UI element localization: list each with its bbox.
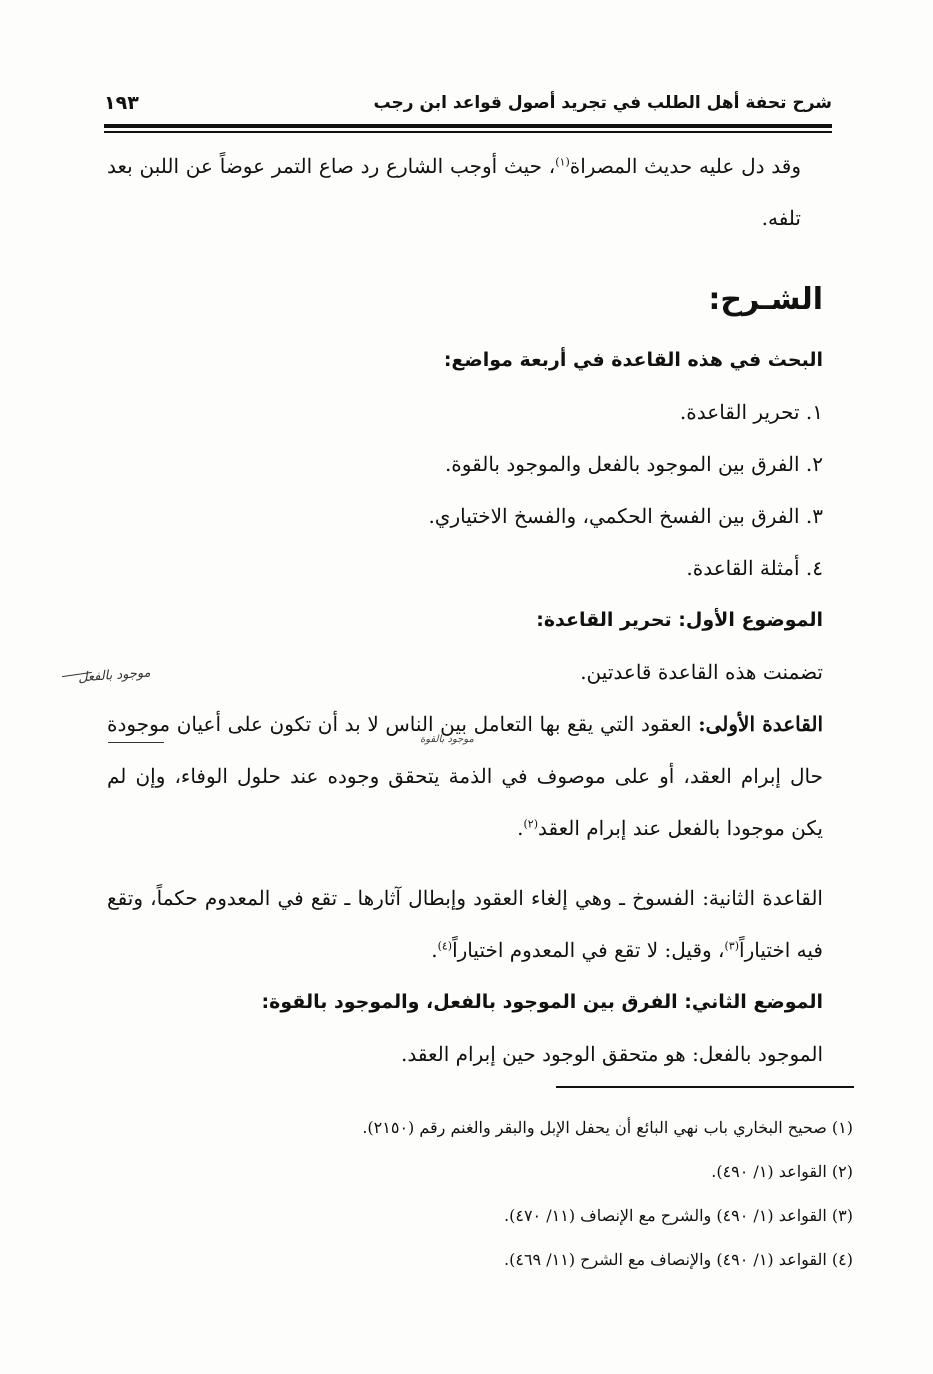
section1-intro: تضمنت هذه القاعدة قاعدتين. (580, 660, 823, 684)
section2-heading: الموضع الثاني: الفرق بين الموجود بالفعل، والموجود بالقوة: (261, 991, 823, 1013)
section1-heading: الموضوع الأول: تحرير القاعدة: (536, 609, 823, 631)
handwritten-underline (108, 742, 164, 743)
footnote-item: (١) صحيح البخاري باب نهي البائع أن يحفل الإبل والبقر والغنم رقم (٢١٥٠). (362, 1118, 853, 1137)
rule2-paragraph: القاعدة الثانية: الفسوخ ـ وهي إلغاء العقود وإبطال آثارها ـ تقع في المعدوم حكماً، وتقع فيه اختياراً$^{(٣)}$، وقيل: لا تقع في المعدوم اختياراً$^{(٤)}$. (107, 886, 823, 962)
footnote-ref: (٢) (523, 817, 539, 831)
header-rule-thick (104, 124, 832, 128)
list-item: ٢. الفرق بين الموجود بالفعل والموجود بالقوة. (444, 452, 823, 476)
sharh-heading: الشـرح: (708, 282, 823, 317)
footnote-ref: (٤) (437, 939, 453, 953)
footnote-separator (556, 1086, 854, 1088)
main-text (107, 140, 823, 1080)
footnotes (113, 1106, 853, 1282)
running-title: شرح تحفة أهل الطلب في تجريد أصول قواعد ابن رجب (373, 93, 832, 113)
rule1-paragraph: القاعدة الأولى: العقود التي يقع بها التعامل بين الناس لا بد أن تكون على أعيان موجودة حال إبرام العقد، أو على موصوف في الذمة يتحقق وجوده عند حلول الوفاء، وإن لم يكن موجودا بالفعل عند إبرام العقد$^{(٢)}$. (107, 712, 823, 840)
list-item: ٣. الفرق بين الفسخ الحكمي، والفسخ الاختياري. (428, 504, 823, 528)
header-rule-thin (104, 131, 832, 133)
footnote-item: (٣) القواعد (١/ ٤٩٠) والشرح مع الإنصاف (١١/ ٤٧٠). (504, 1206, 853, 1225)
intro-paragraph: وقد دل عليه حديث المصراة$^{(١)}$، حيث أوجب الشارع رد صاع التمر عوضاً عن اللبن بعد تلفه. (107, 154, 802, 230)
bahth-heading: البحث في هذه القاعدة في أربعة مواضع: (443, 349, 823, 371)
section2-definition: الموجود بالفعل: هو متحقق الوجود حين إبرام العقد. (401, 1042, 823, 1066)
list-item: ٤. أمثلة القاعدة. (686, 556, 823, 580)
list-item: ١. تحرير القاعدة. (679, 400, 823, 424)
page-header (104, 88, 832, 118)
page-number: ١٩٣ (104, 92, 139, 114)
footnote-ref: (١) (555, 155, 570, 169)
footnote-ref: (٣) (724, 939, 740, 953)
footnote-item: (٢) القواعد (١/ ٤٩٠). (711, 1162, 853, 1181)
handwritten-interlinear-note: موجود بالقوة (420, 734, 474, 745)
footnote-item: (٤) القواعد (١/ ٤٩٠) والإنصاف مع الشرح (١١/ ٤٦٩). (504, 1250, 853, 1269)
handwritten-margin-note: موجود بالفعل (77, 665, 152, 686)
